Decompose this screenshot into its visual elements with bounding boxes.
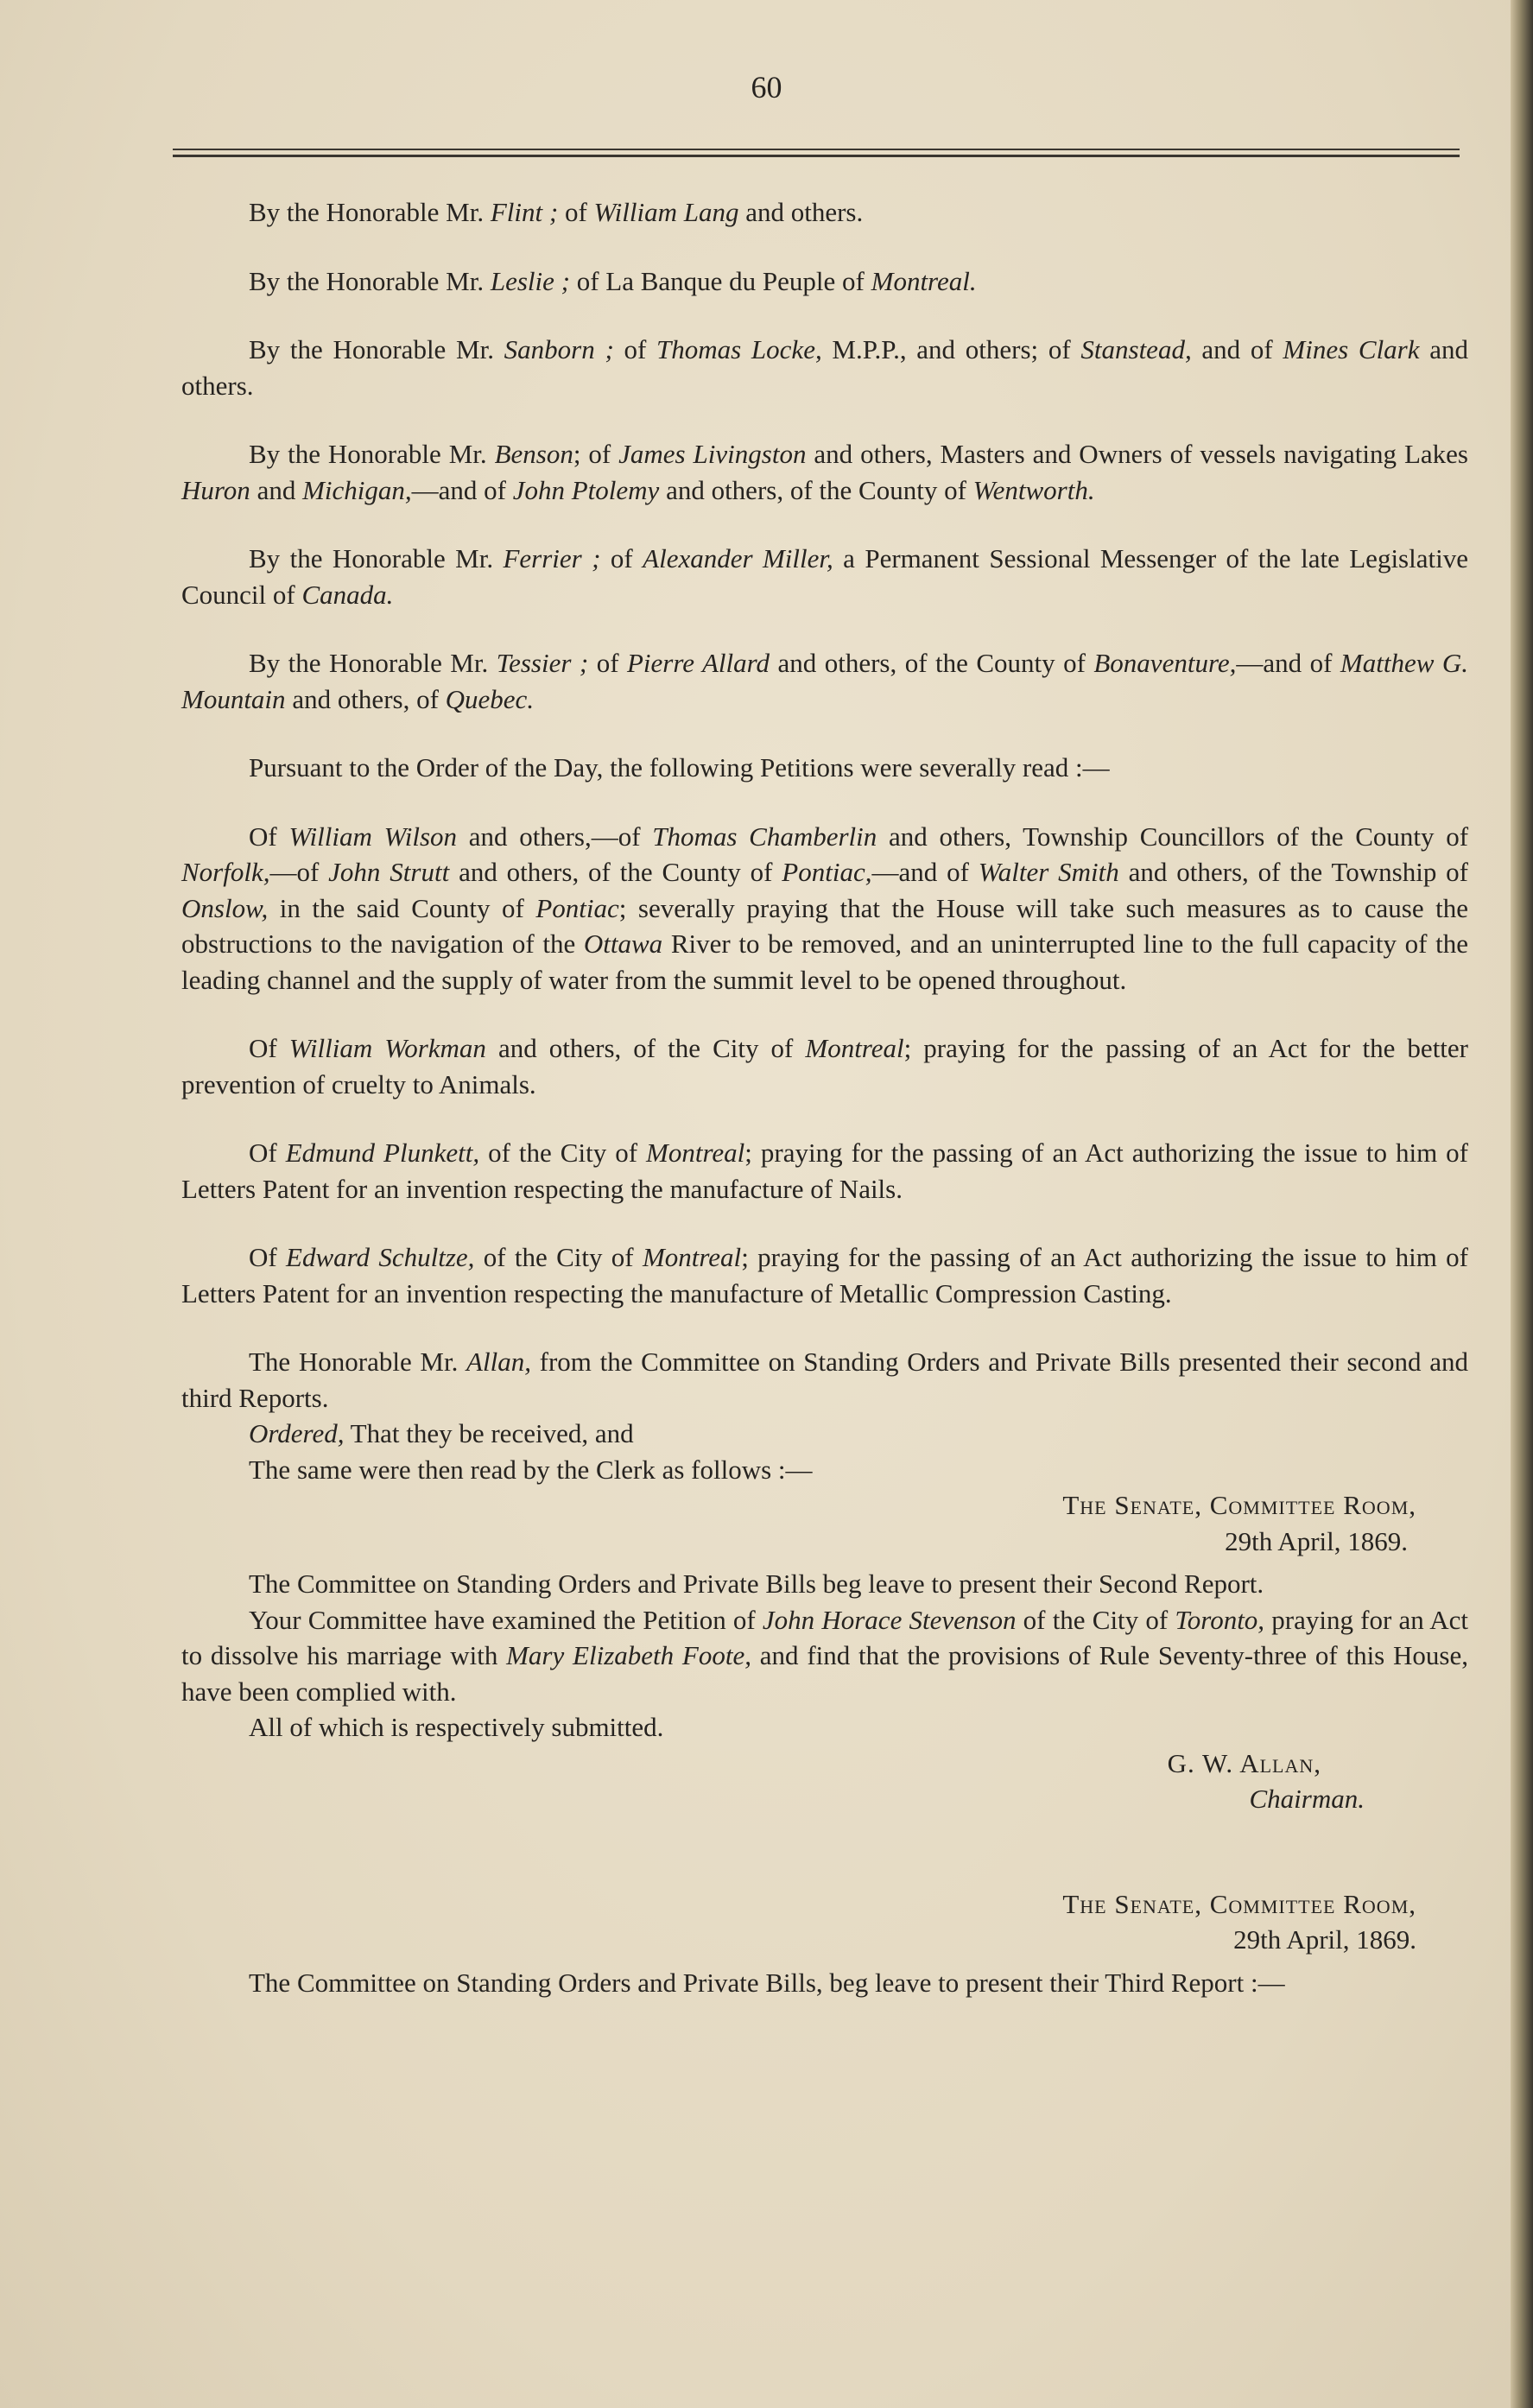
petition-presented-benson: By the Honorable Mr. Benson; of James Livingston and others, Masters and Owners of vessels navigating Lakes Huron and Michigan,—and of John Ptolemy and others, of the County of Wentworth. [181, 439, 1468, 505]
committee-reports-presented: The Honorable Mr. Allan, from the Committee on Standing Orders and Private Bills presented their second and third Reports. [181, 1347, 1468, 1413]
report1-date: 29th April, 1869. [1225, 1525, 1408, 1556]
page-body [181, 194, 1468, 2000]
report1-body: Your Committee have examined the Petition of John Horace Stevenson of the City of Toronto, praying for an Act to dissolve his marriage with Mary Elizabeth Foote, and find that the provisions of Rule Seventy-three of this House, have been complied with. [181, 1604, 1468, 1707]
read-by-clerk-line: The same were then read by the Clerk as follows :— [249, 1454, 813, 1485]
petition-presented-sanborn: By the Honorable Mr. Sanborn ; of Thomas Locke, M.P.P., and others; of Stanstead, and of Mines Clark and others. [181, 334, 1468, 401]
report1-place: The Senate, Committee Room, [1062, 1490, 1416, 1520]
petition-read-schultze: Of Edward Schultze, of the City of Montreal; praying for the passing of an Act authorizing the issue to him of Letters Patent for an invention respecting the manufacture of Metallic Compression Casting. [181, 1242, 1468, 1309]
petition-presented-tessier: By the Honorable Mr. Tessier ; of Pierre Allard and others, of the County of Bonaventure,—and of Matthew G. Mountain and others, of Quebec. [181, 648, 1468, 714]
book-spine-shadow [1511, 0, 1533, 2408]
page-number: 60 [751, 70, 782, 105]
report1-signer: G. W. Allan, [1167, 1747, 1321, 1778]
order-of-the-day: Pursuant to the Order of the Day, the following Petitions were severally read :— [249, 752, 1110, 783]
ordered-line: Ordered, That they be received, and [249, 1418, 634, 1448]
header-double-rule [173, 149, 1460, 161]
petition-presented-flint: By the Honorable Mr. Flint ; of William Lang and others. [249, 197, 864, 227]
petition-read-workman: Of William Workman and others, of the City of Montreal; praying for the passing of an Act for the better prevention of cruelty to Animals. [181, 1033, 1468, 1099]
report1-intro: The Committee on Standing Orders and Private Bills beg leave to present their Second Report. [249, 1568, 1264, 1599]
petition-read-plunkett: Of Edmund Plunkett, of the City of Montreal; praying for the passing of an Act authorizing the issue to him of Letters Patent for an invention respecting the manufacture of Nails. [181, 1137, 1469, 1204]
report2-date: 29th April, 1869. [1233, 1924, 1416, 1955]
report1-signer-title: Chairman. [1249, 1784, 1365, 1814]
petition-presented-leslie: By the Honorable Mr. Leslie ; of La Banque du Peuple of Montreal. [249, 265, 977, 296]
report1-closing: All of which is respectively submitted. [249, 1712, 664, 1742]
report2-place: The Senate, Committee Room, [1062, 1888, 1416, 1919]
petition-read-wilson: Of William Wilson and others,—of Thomas Chamberlin and others, Township Councillors of the County of Norfolk,—of John Strutt and others, of the County of Pontiac,—and of Walter Smith and others, of the Township of Onslow, in the said County of Pontiac; severally praying that the House will take such measures as to cause the obstructions to the navigation of the Ottawa River to be removed, and an uninterrupted line to the full capacity of the leading channel and the supply of water from the summit level to be opened throughout. [181, 821, 1469, 995]
petition-presented-ferrier: By the Honorable Mr. Ferrier ; of Alexander Miller, a Permanent Sessional Messenger of the late Legislative Council of Canada. [181, 543, 1468, 610]
report2-intro: The Committee on Standing Orders and Private Bills, beg leave to present their Third Report :— [249, 1967, 1285, 1998]
